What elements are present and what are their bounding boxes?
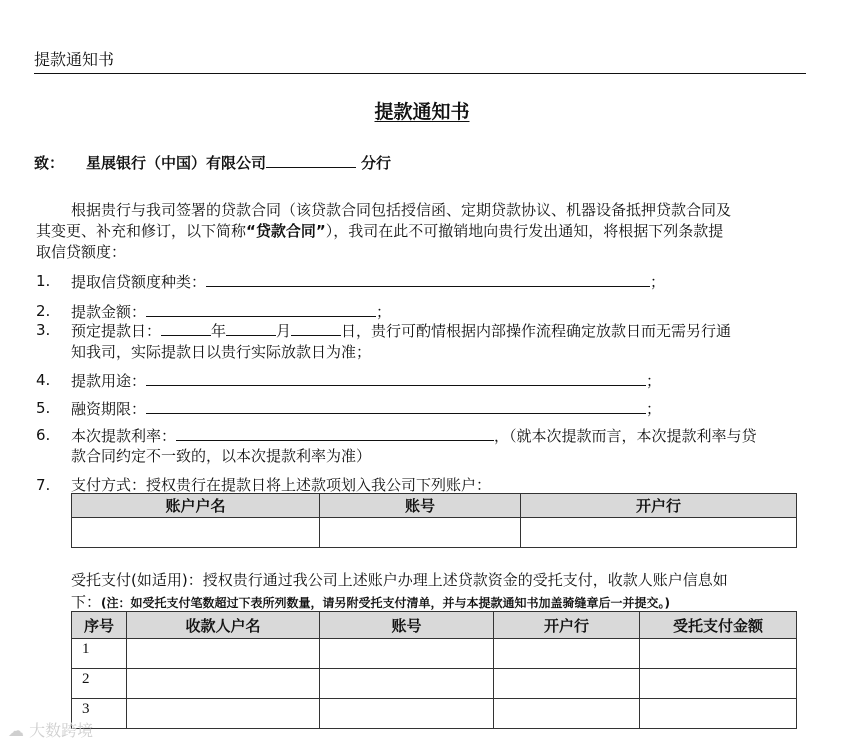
intro-line-2c: ），我司在此不可撤销地向贵行发出通知，将根据下列条款提 [325,222,724,240]
intro-line-1: 根据贵行与我司签署的贷款合同（该贷款合同包括授信函、定期贷款协议、机器设备抵押贷款合同及 [71,201,732,219]
year-field[interactable] [161,320,211,336]
row-number: 1 [72,639,127,669]
day-field[interactable] [291,320,341,336]
item-label: 提款金额： [71,303,147,321]
header-divider [34,73,806,74]
payee-name-cell[interactable] [127,669,320,699]
payee-amount-cell[interactable] [640,699,797,729]
interest-rate-field[interactable] [176,425,494,441]
item-number: 6. [36,426,51,444]
branch-blank [266,152,356,168]
payee-amount-cell[interactable] [640,639,797,669]
column-header: 受托支付金额 [640,612,797,639]
item-payment-method: 支付方式：授权贵行在提款日将上述款项划入我公司下列账户： [71,476,492,494]
loan-contract-term: “贷款合同” [246,222,326,240]
column-header: 收款人户名 [127,612,320,639]
item-number: 2. [36,302,51,320]
credit-type-field[interactable] [206,271,650,287]
watermark [8,718,93,741]
purpose-field[interactable] [146,370,646,386]
payee-name-cell[interactable] [127,699,320,729]
table-row [72,639,797,669]
row-number: 3 [72,699,127,729]
item-term: 融资期限： ； [71,400,662,418]
addressee-prefix: 致： [34,154,65,172]
item-label: 本次提款利率： [71,427,177,445]
item-interest-rate: 本次提款利率： ，（就本次提款而言，本次提款利率与贷 [71,427,757,445]
payee-account-cell[interactable] [320,699,494,729]
table-row [72,699,797,729]
payee-account-cell[interactable] [320,669,494,699]
item-label: 提款用途： [71,372,147,390]
item-number: 7. [36,476,51,494]
column-header: 账号 [320,612,494,639]
payee-bank-cell[interactable] [494,639,640,669]
item-number: 5. [36,399,51,417]
payee-bank-cell[interactable] [494,699,640,729]
account-number-cell[interactable] [320,518,521,548]
entrusted-payment-line-2: 下：(注：如受托支付笔数超过下表所列数量，请另附受托支付清单，并与本提款通知书加盖骑缝章后一并提交。) [71,593,670,611]
item-number: 4. [36,371,51,389]
entrusted-note: (注：如受托支付笔数超过下表所列数量，请另附受托支付清单，并与本提款通知书加盖骑缝章后一并提交。) [101,596,670,610]
column-header: 开户行 [521,494,797,518]
amount-field[interactable] [146,301,376,317]
row-number: 2 [72,669,127,699]
column-header: 序号 [72,612,127,639]
watermark-text: 大数跨境 [29,721,94,740]
intro-line-2 [36,221,723,241]
intro-line-2a: 其变更、补充和修订，以下简称 [36,222,247,240]
account-table [71,493,797,548]
item-number: 1. [36,272,51,290]
column-header: 账户户名 [72,494,320,518]
item-label: 融资期限： [71,400,147,418]
branch-suffix: 分行 [361,154,392,172]
item-amount: 提款金额： ； [71,303,392,321]
item-label: 预定提款日： [71,322,162,340]
payee-bank-cell[interactable] [494,669,640,699]
item-purpose: 提款用途： ； [71,372,662,390]
addressee-bank: 星展银行（中国）有限公司 [86,154,267,172]
column-header: 开户行 [494,612,640,639]
month-field[interactable] [226,320,276,336]
item-continuation: 款合同约定不一致的，以本次提款利率为准） [71,447,372,465]
item-continuation: 知我司，实际提款日以贵行实际放款日为准； [71,343,372,361]
account-bank-cell[interactable] [521,518,797,548]
item-credit-type: 提取信贷额度种类： ； [71,273,666,291]
payee-table [71,611,797,729]
term-field[interactable] [146,398,646,414]
payee-amount-cell[interactable] [640,669,797,699]
item-number: 3. [36,321,51,339]
item-label: 提取信贷额度种类： [71,273,207,291]
payee-account-cell[interactable] [320,639,494,669]
payee-name-cell[interactable] [127,639,320,669]
document-title: 提款通知书 [374,101,470,123]
intro-line-3: 取信贷额度： [36,243,127,261]
addressee-line [34,152,391,173]
running-header: 提款通知书 [34,50,115,69]
column-header: 账号 [320,494,521,518]
item-drawdown-date: 预定提款日： 年 月 日，贵行可酌情根据内部操作流程确定放款日而无需另行通 [71,322,732,340]
entrusted-payment-line-1: 受托支付(如适用)：授权贵行通过我公司上述账户办理上述贷款资金的受托支付，收款人账户信息如 [71,571,728,589]
table-row [72,669,797,699]
account-name-cell[interactable] [72,518,320,548]
watermark-logo-icon: ☁ [8,721,24,740]
